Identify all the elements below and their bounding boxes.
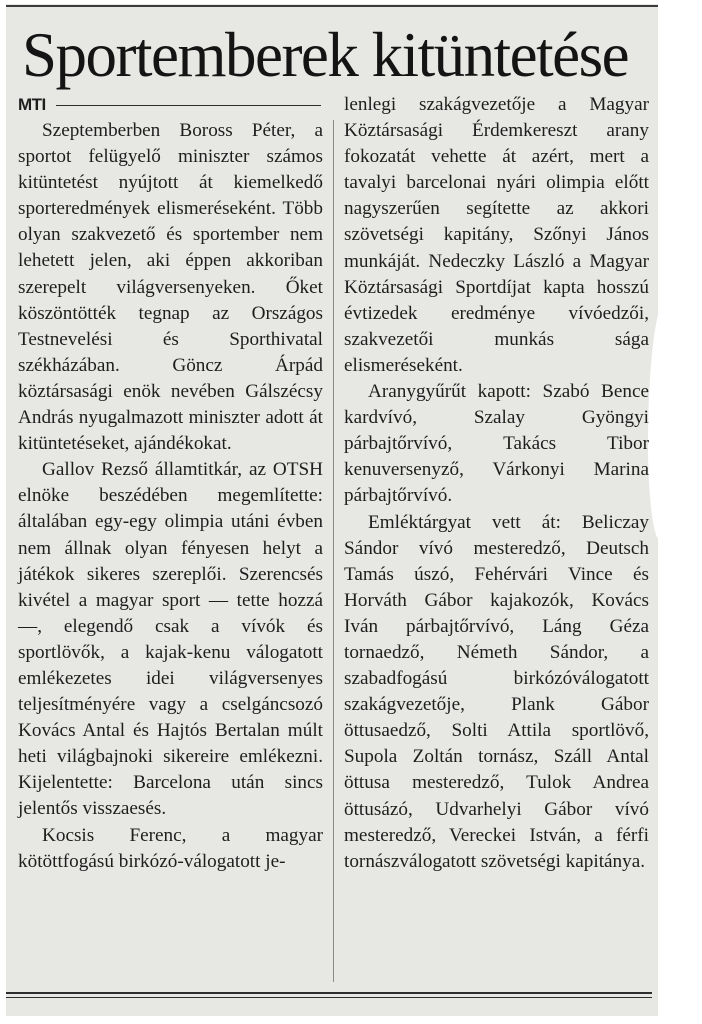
byline-rule: [56, 105, 321, 106]
bottom-rule: [6, 992, 652, 994]
paragraph: Emléktárgyat vett át: Beliczay Sándor vívó mesteredző, Deutsch Tamás úszó, Fehérvári Vince és Horváth Gábor kajakozók, Kovács Iván párbajtőrvívó, Láng Géza tornaedző, Németh Sándor, a szabadfogású birkózóválogatott szakágvezetője, Plank Gábor öttusaedző, Solti Attila sportlövő, Supola Zoltán tornász, Száll Antal öttusa mesteredző, Tulok Andrea öttusázó, Udvarhelyi Gábor vívó mesteredző, Vereckei István, a férfi tornászválogatott szövetségi kapitánya.: [344, 511, 649, 872]
left-column: [18, 92, 323, 875]
paragraph: Szeptemberben Boross Péter, a sportot felügyelő miniszter számos kitüntetést nyújtott át kiemelkedő sporteredmények elismeréseként. Több olyan szakvezető és sportember nem lehetett jelen, aki éppen akkoriban szerepelt világversenyeken. Őket köszöntötték tegnap az Országos Testnevelési és Sporthivatal székházában. Göncz Árpád köztársasági enök nevében Gálszécsy András nyugalmazott miniszter adott át kitüntetéseket, ajándékokat.: [18, 120, 323, 455]
column-divider: [333, 120, 334, 982]
paragraph: lenlegi szakágvezetője a Magyar Köztársasági Érdemkereszt arany fokozatát vehette át azért, mert a tavalyi barcelonai nyári olimpia előtt nagyszerűen segítette az akkori szövetségi kapitány, Szőnyi János munkáját. Nedeczky László a Magyar Köztársasági Sportdíjat kapta hosszú évtizedek eredménye vívóedzői, szakvezetői munkás sága elismeréseként.: [344, 94, 649, 376]
top-rule: [6, 5, 658, 7]
byline: [18, 92, 323, 118]
bottom-rule-thin: [6, 997, 652, 998]
agency-label: MTI: [18, 94, 46, 114]
headline: Sportemberek kitüntetése: [22, 20, 629, 90]
right-column: [344, 92, 649, 875]
paragraph: Gallov Rezső államtitkár, az OTSH elnöke beszédében megemlítette: általában egy-egy olimpia utáni évben nem állnak olyan fényesen helyt a játékok sikeres szereplői. Szerencsés kivétel a magyar sport — tette hozzá —, elegendő csak a vívók és sportlövők, a kajak-kenu válogatott emlékezetes idei világversenyes teljesítményére vagy a cselgáncsozó Kovács Antal és Hajtós Bertalan múlt heti világbajnoki sikereire emlékezni. Kijelentette: Barcelona után sincs jelentős visszaesés.: [18, 459, 323, 820]
paragraph: Aranygyűrűt kapott: Szabó Bence kardvívó, Szalay Gyöngyi párbajtőrvívó, Takács Tibor kenuversenyző, Várkonyi Marina párbajtőrvívó.: [344, 381, 649, 507]
paragraph: Kocsis Ferenc, a magyar kötöttfogású birkózó-válogatott je-: [18, 824, 323, 872]
